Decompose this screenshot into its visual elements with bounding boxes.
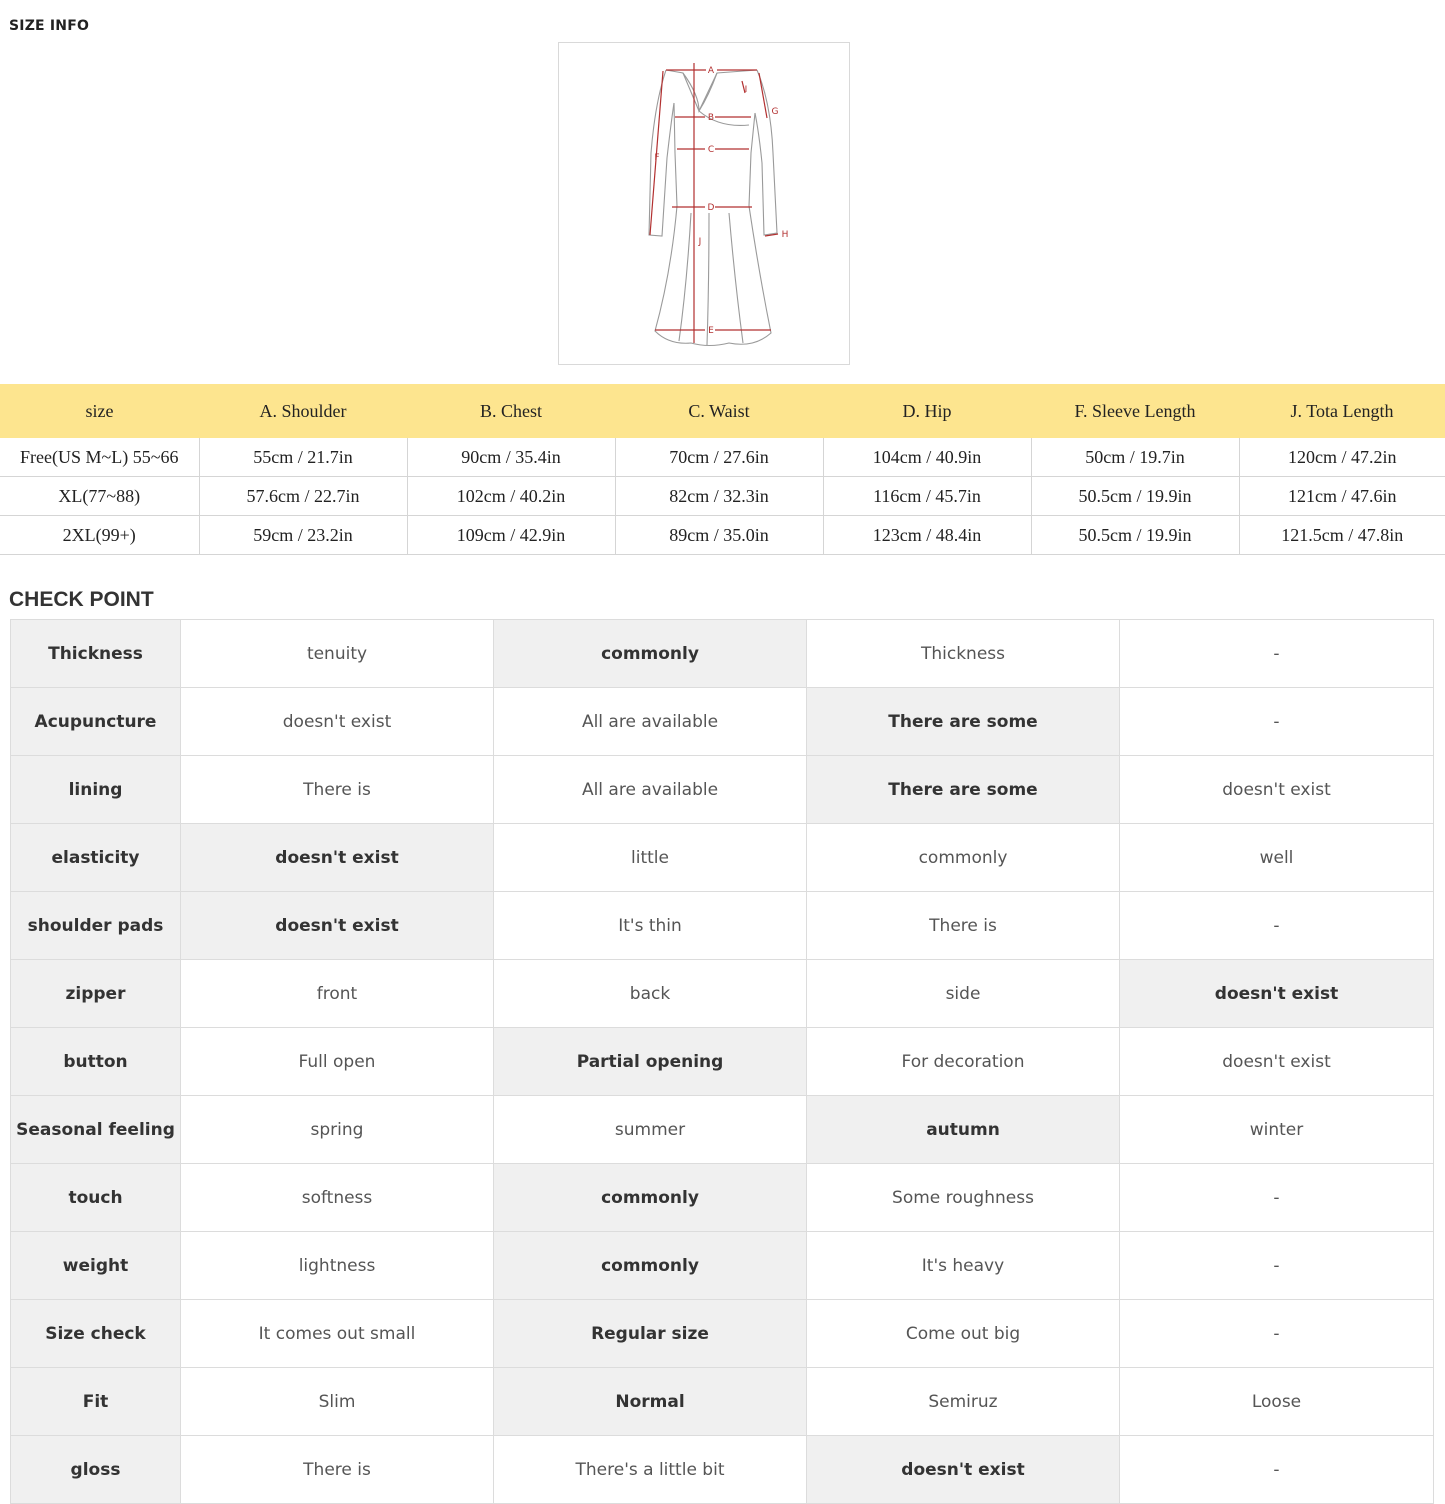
diagram-label-c: C [707,145,715,155]
diagram-label-h: H [781,230,789,240]
size-table-cell: Free(US M~L) 55~66 [0,438,199,477]
check-point-option: - [1120,1164,1434,1232]
check-point-option: - [1120,1436,1434,1504]
check-point-option: Come out big [807,1300,1120,1368]
size-table-cell: 116cm / 45.7in [823,477,1031,516]
check-point-row [11,1436,1434,1504]
check-point-row [11,620,1434,688]
size-table-cell: 57.6cm / 22.7in [199,477,407,516]
check-point-option: spring [181,1096,494,1164]
check-point-label: Seasonal feeling [11,1096,181,1164]
size-table-header: C. Waist [615,384,823,438]
check-point-option-selected: doesn't exist [1120,960,1434,1028]
check-point-option: Slim [181,1368,494,1436]
check-point-option-selected: There are some [807,688,1120,756]
check-point-option: summer [494,1096,807,1164]
size-table-cell: 55cm / 21.7in [199,438,407,477]
check-point-option-selected: doesn't exist [181,892,494,960]
size-table-header: A. Shoulder [199,384,407,438]
size-table-header: F. Sleeve Length [1031,384,1239,438]
check-point-option: It's heavy [807,1232,1120,1300]
check-point-option: lightness [181,1232,494,1300]
size-table-cell: 2XL(99+) [0,516,199,555]
check-point-option: - [1120,892,1434,960]
diagram-label-g: G [771,107,779,117]
check-point-option: Thickness [807,620,1120,688]
check-point-label: lining [11,756,181,824]
diagram-label-a: A [707,66,715,76]
check-point-option: All are available [494,688,807,756]
check-point-label: shoulder pads [11,892,181,960]
check-point-option-selected: doesn't exist [181,824,494,892]
size-table-header: D. Hip [823,384,1031,438]
check-point-option: tenuity [181,620,494,688]
size-table-cell: 50cm / 19.7in [1031,438,1239,477]
size-table-cell: 50.5cm / 19.9in [1031,477,1239,516]
size-table-cell: 70cm / 27.6in [615,438,823,477]
check-point-label: Thickness [11,620,181,688]
check-point-option: It comes out small [181,1300,494,1368]
check-point-option-selected: There are some [807,756,1120,824]
check-point-label: zipper [11,960,181,1028]
check-point-option: little [494,824,807,892]
check-point-option: Full open [181,1028,494,1096]
check-point-row [11,1368,1434,1436]
size-table-cell: 123cm / 48.4in [823,516,1031,555]
size-table-cell: 89cm / 35.0in [615,516,823,555]
check-point-row [11,960,1434,1028]
check-point-option: There is [807,892,1120,960]
check-point-label: Acupuncture [11,688,181,756]
size-table-cell: 109cm / 42.9in [407,516,615,555]
diagram-label-e: E [708,326,714,336]
check-point-row [11,688,1434,756]
check-point-option-selected: Partial opening [494,1028,807,1096]
size-table-cell: 59cm / 23.2in [199,516,407,555]
check-point-label: Fit [11,1368,181,1436]
check-point-option: side [807,960,1120,1028]
check-point-label: elasticity [11,824,181,892]
size-table-header-row [0,384,1445,438]
check-point-option-selected: commonly [494,620,807,688]
size-table-cell: 121.5cm / 47.8in [1239,516,1445,555]
check-point-option: Loose [1120,1368,1434,1436]
check-point-row [11,1300,1434,1368]
check-point-option-selected: Normal [494,1368,807,1436]
check-point-option: doesn't exist [1120,1028,1434,1096]
diagram-label-d: D [707,203,715,213]
check-point-row [11,1164,1434,1232]
check-point-option: There is [181,756,494,824]
check-point-row [11,1096,1434,1164]
size-table-row [0,438,1445,477]
check-point-label: gloss [11,1436,181,1504]
size-table-cell: 121cm / 47.6in [1239,477,1445,516]
check-point-label: weight [11,1232,181,1300]
check-point-option: doesn't exist [1120,756,1434,824]
check-point-option: There is [181,1436,494,1504]
size-table-cell: 104cm / 40.9in [823,438,1031,477]
size-table-cell: XL(77~88) [0,477,199,516]
check-point-row [11,824,1434,892]
size-table-row [0,516,1445,555]
check-point-option: - [1120,620,1434,688]
check-point-option: front [181,960,494,1028]
check-point-option: Some roughness [807,1164,1120,1232]
check-point-title: CHECK POINT [9,588,154,611]
check-point-option: - [1120,1232,1434,1300]
check-point-label: button [11,1028,181,1096]
size-table-header: B. Chest [407,384,615,438]
check-point-option: - [1120,688,1434,756]
check-point-option-selected: commonly [494,1232,807,1300]
size-table-header: size [0,384,199,438]
check-point-row [11,1232,1434,1300]
diagram-label-i: I [744,85,748,95]
dress-outline-illustration [559,43,851,366]
check-point-option-selected: Regular size [494,1300,807,1368]
size-table-header: J. Tota Length [1239,384,1445,438]
size-table-cell: 90cm / 35.4in [407,438,615,477]
size-table [0,384,1445,555]
check-point-row [11,756,1434,824]
check-point-option: Semiruz [807,1368,1120,1436]
check-point-option: There's a little bit [494,1436,807,1504]
size-table-cell: 102cm / 40.2in [407,477,615,516]
check-point-option-selected: doesn't exist [807,1436,1120,1504]
check-point-option: - [1120,1300,1434,1368]
size-table-cell: 120cm / 47.2in [1239,438,1445,477]
check-point-label: Size check [11,1300,181,1368]
check-point-row [11,1028,1434,1096]
check-point-option: well [1120,824,1434,892]
check-point-option-selected: autumn [807,1096,1120,1164]
check-point-table [10,619,1434,1504]
diagram-label-f: F [654,153,660,163]
size-table-cell: 82cm / 32.3in [615,477,823,516]
dress-measurement-diagram [558,42,850,365]
check-point-option: All are available [494,756,807,824]
size-table-cell: 50.5cm / 19.9in [1031,516,1239,555]
size-table-row [0,477,1445,516]
diagram-label-j: J [698,237,702,247]
size-info-title: SIZE INFO [9,18,90,34]
check-point-row [11,892,1434,960]
check-point-option: It's thin [494,892,807,960]
check-point-option: doesn't exist [181,688,494,756]
check-point-option: commonly [807,824,1120,892]
check-point-option-selected: commonly [494,1164,807,1232]
check-point-label: touch [11,1164,181,1232]
diagram-label-b: B [707,113,715,123]
check-point-option: winter [1120,1096,1434,1164]
check-point-option: softness [181,1164,494,1232]
check-point-option: back [494,960,807,1028]
check-point-option: For decoration [807,1028,1120,1096]
